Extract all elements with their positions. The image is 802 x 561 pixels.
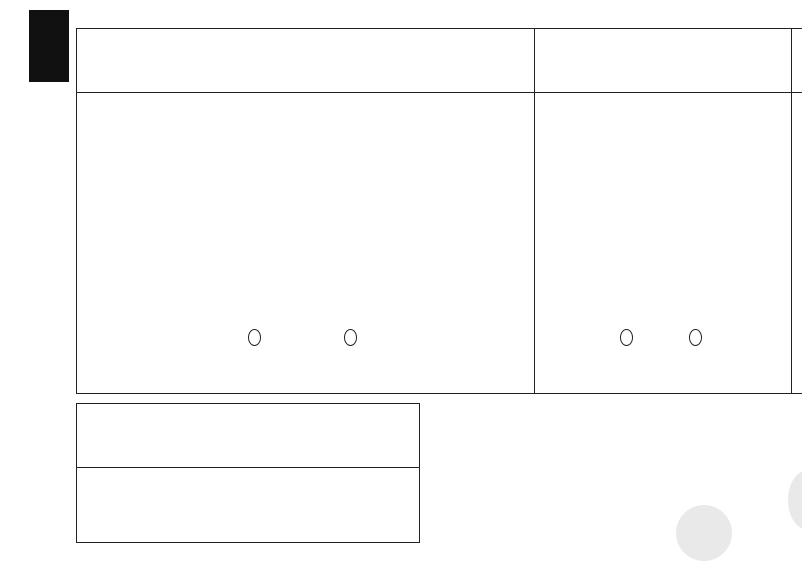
- proposal-one-no-option[interactable]: [337, 327, 363, 346]
- proposal-two-header: [535, 29, 791, 93]
- proposal-three-box: [791, 28, 802, 394]
- proposal-two-box: [534, 28, 792, 394]
- proposal-two-yes-option[interactable]: [609, 327, 643, 346]
- proposal-one-box: [76, 28, 535, 394]
- proposal-five-header: [77, 404, 419, 468]
- timing-mark-large: [29, 10, 69, 82]
- proposal-two-no-oval[interactable]: [689, 329, 702, 346]
- proposal-two-no-option[interactable]: [682, 327, 708, 346]
- proposal-two-yes-oval[interactable]: [620, 329, 633, 346]
- top-timing-marks: [84, 10, 802, 23]
- proposal-one-yes-oval[interactable]: [248, 329, 261, 346]
- proposal-five-box: [76, 403, 420, 543]
- proposal-one-header: [77, 29, 534, 93]
- proposal-three-header: [792, 29, 802, 93]
- proposal-one-yes-option[interactable]: [237, 327, 271, 346]
- background-shape: [676, 505, 732, 561]
- background-shape: [788, 470, 802, 530]
- proposal-one-no-oval[interactable]: [344, 329, 357, 346]
